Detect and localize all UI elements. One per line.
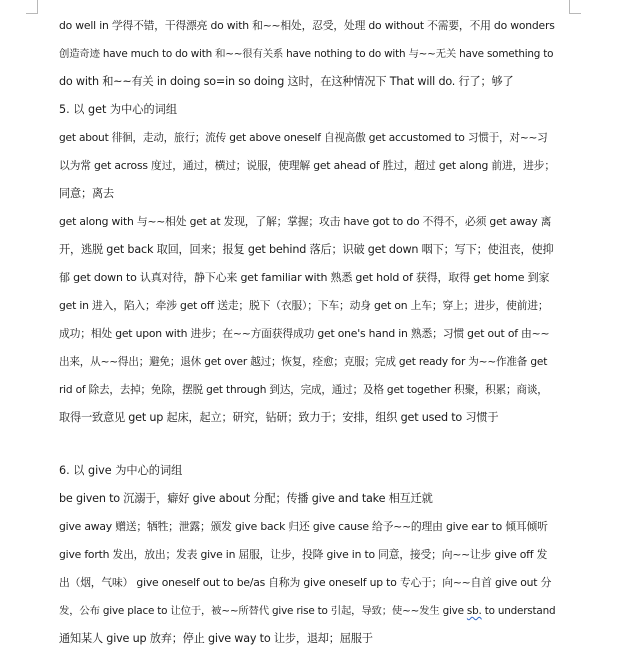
margin-corner-mark — [26, 13, 38, 14]
text-line: 出来，从~~得出；避免；退休 get over 越过；恢复，痊愈；克服；完成 get ready for 为~~作准备 get — [59, 356, 548, 368]
section-heading-get: 5. 以 get 为中心的词组 — [59, 103, 178, 116]
margin-corner-mark — [569, 0, 570, 14]
text-line: 以为常 get across 度过，通过，横过；说服，使理解 get ahead of 胜过，超过 get along 前进，进步； — [59, 159, 555, 172]
margin-corner-mark — [37, 0, 38, 14]
text-line: be given to 沉溺于，癖好 give about 分配；传播 give and take 相互迁就 — [59, 492, 433, 505]
text-line: get along with 与~~相处 get at 发现，了解；掌握；攻击 have got to do 不得不，必须 get away 离 — [59, 215, 552, 228]
text-line: 发，公布 give place to 让位于，被~~所替代 give rise to 引起，导致；使~~发生 give sb. to understand — [59, 605, 556, 617]
text-line: rid of 除去，去掉；免除，摆脱 get through 到达，完成，通过；及格 get together 积聚，积累；商谈， — [59, 384, 548, 396]
text-line: get about 徘徊，走动，旅行；流传 get above oneself 自视高傲 get accustomed to 习惯于，对~~习 — [59, 132, 548, 144]
section-heading-give: 6. 以 give 为中心的词组 — [59, 464, 183, 477]
spellcheck-word: sb. — [466, 605, 482, 617]
text-line: 取得一致意见 get up 起床，起立；研究，钻研；致力于；安排，组织 get used to 习惯于 — [59, 411, 499, 424]
text-line: 出（烟，气味） give oneself out to be/as 自称为 give oneself up to 专心于；向~~自首 give out 分 — [59, 576, 552, 589]
text-line: 创造奇迹 have much to do with 和~~很有关系 have nothing to do with 与~~无关 have something to — [59, 48, 554, 60]
text-line: 成功；相处 get upon with 进步；在~~方面获得成功 get one's hand in 熟悉；习惯 get out of 由~~ — [59, 327, 550, 340]
text-line: 开，逃脱 get back 取回，回来；报复 get behind 落后；识破 get down 咽下；写下；使沮丧，使抑 — [59, 243, 554, 256]
text-line: get in 进入，陷入；牵涉 get off 送走；脱下（衣服）；下车；动身 get on 上车；穿上；进步，使前进； — [59, 299, 549, 312]
margin-corner-mark — [569, 13, 581, 14]
text-line: give away 赠送；牺牲；泄露；颁发 give back 归还 give cause 给予~~的理由 give ear to 倾耳倾听 — [59, 520, 548, 533]
text-line: give forth 发出，放出；发表 give in 屈服，让步，投降 give in to 同意，接受；向~~让步 give off 发 — [59, 548, 548, 561]
text-line: do well in 学得不错，干得漂亮 do with 和~~相处，忍受，处理 do without 不需要，不用 do wonders — [59, 19, 555, 32]
text-line: do with 和~~有关 in doing so=in so doing 这时，在这种情况下 That will do. 行了；够了 — [59, 75, 514, 88]
text-line: 同意；离去 — [59, 187, 114, 200]
text-line: 通知某人 give up 放弃；停止 give way to 让步，退却；屈服于 — [59, 632, 373, 645]
text-line: 郁 get down to 认真对待，静下心来 get familiar with 熟悉 get hold of 获得，取得 get home 到家 — [59, 271, 550, 284]
